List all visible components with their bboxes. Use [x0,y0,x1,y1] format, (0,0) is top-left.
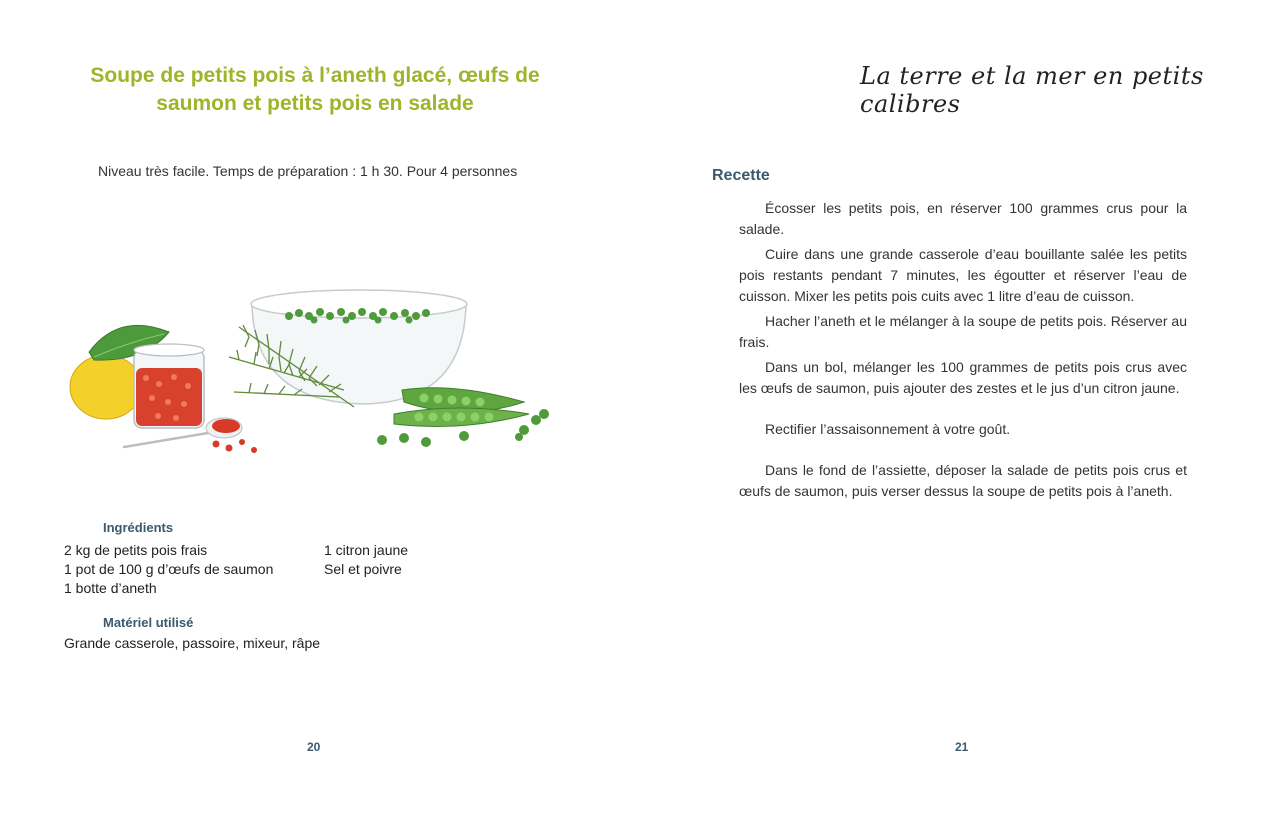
recipe-step: Hacher l’aneth et le mélanger à la soupe de petits pois. Réserver au frais. [739,313,1187,350]
recipe-step: Écosser les petits pois, en réserver 100 grammes crus pour la salade. [739,200,1187,237]
chapter-title: La terre et la mer en petits calibres [860,62,1204,118]
pea-pods-icon [377,388,549,447]
ingredient-item: 1 botte d’aneth [64,580,157,596]
recipe-step: Cuire dans une grande casserole d’eau bouillante salée les petits pois restants pendant 7 minutes, les égoutter et réserver l’eau de cuisson. Mixer les petits pois cuits avec 1 litre d’eau de cuisson. [739,246,1187,304]
ingredients-list-1 [64,541,273,598]
recipe-heading: Recette [712,167,770,184]
equipment-heading: Matériel utilisé [103,615,194,630]
ingredient-item: 1 citron jaune [324,542,409,558]
page-number-left: 20 [307,740,321,754]
ingredient-item: 1 pot de 100 g d’œufs de saumon [64,561,274,577]
recipe-illustration [64,192,569,512]
ingredients-list-2 [324,541,408,579]
pea-bowl-icon [251,290,467,404]
page-number-right: 21 [955,740,969,754]
ingredient-item: Sel et poivre [324,561,402,577]
recipe-title: Soupe de petits pois à l’aneth glacé, œufs de saumon et petits pois en salade [90,64,540,115]
recipe-step: Dans un bol, mélanger les 100 grammes de petits pois crus avec les œufs de saumon, puis ajouter des zestes et le jus d’un citron jaune. [739,359,1187,396]
ingredient-item: 2 kg de petits pois frais [64,542,208,558]
recipe-meta: Niveau très facile. Temps de préparation : 1 h 30. Pour 4 personnes [98,163,518,179]
recipe-step: Dans le fond de l’assiette, déposer la salade de petits pois crus et œufs de saumon, puis verser dessus la soupe de petits pois à l’aneth. [739,462,1187,499]
ingredients-heading: Ingrédients [103,520,174,535]
equipment-text: Grande casserole, passoire, mixeur, râpe [64,635,321,651]
recipe-step: Rectifier l’assaisonnement à votre goût. [765,421,1011,437]
recipe-steps [739,198,1187,506]
